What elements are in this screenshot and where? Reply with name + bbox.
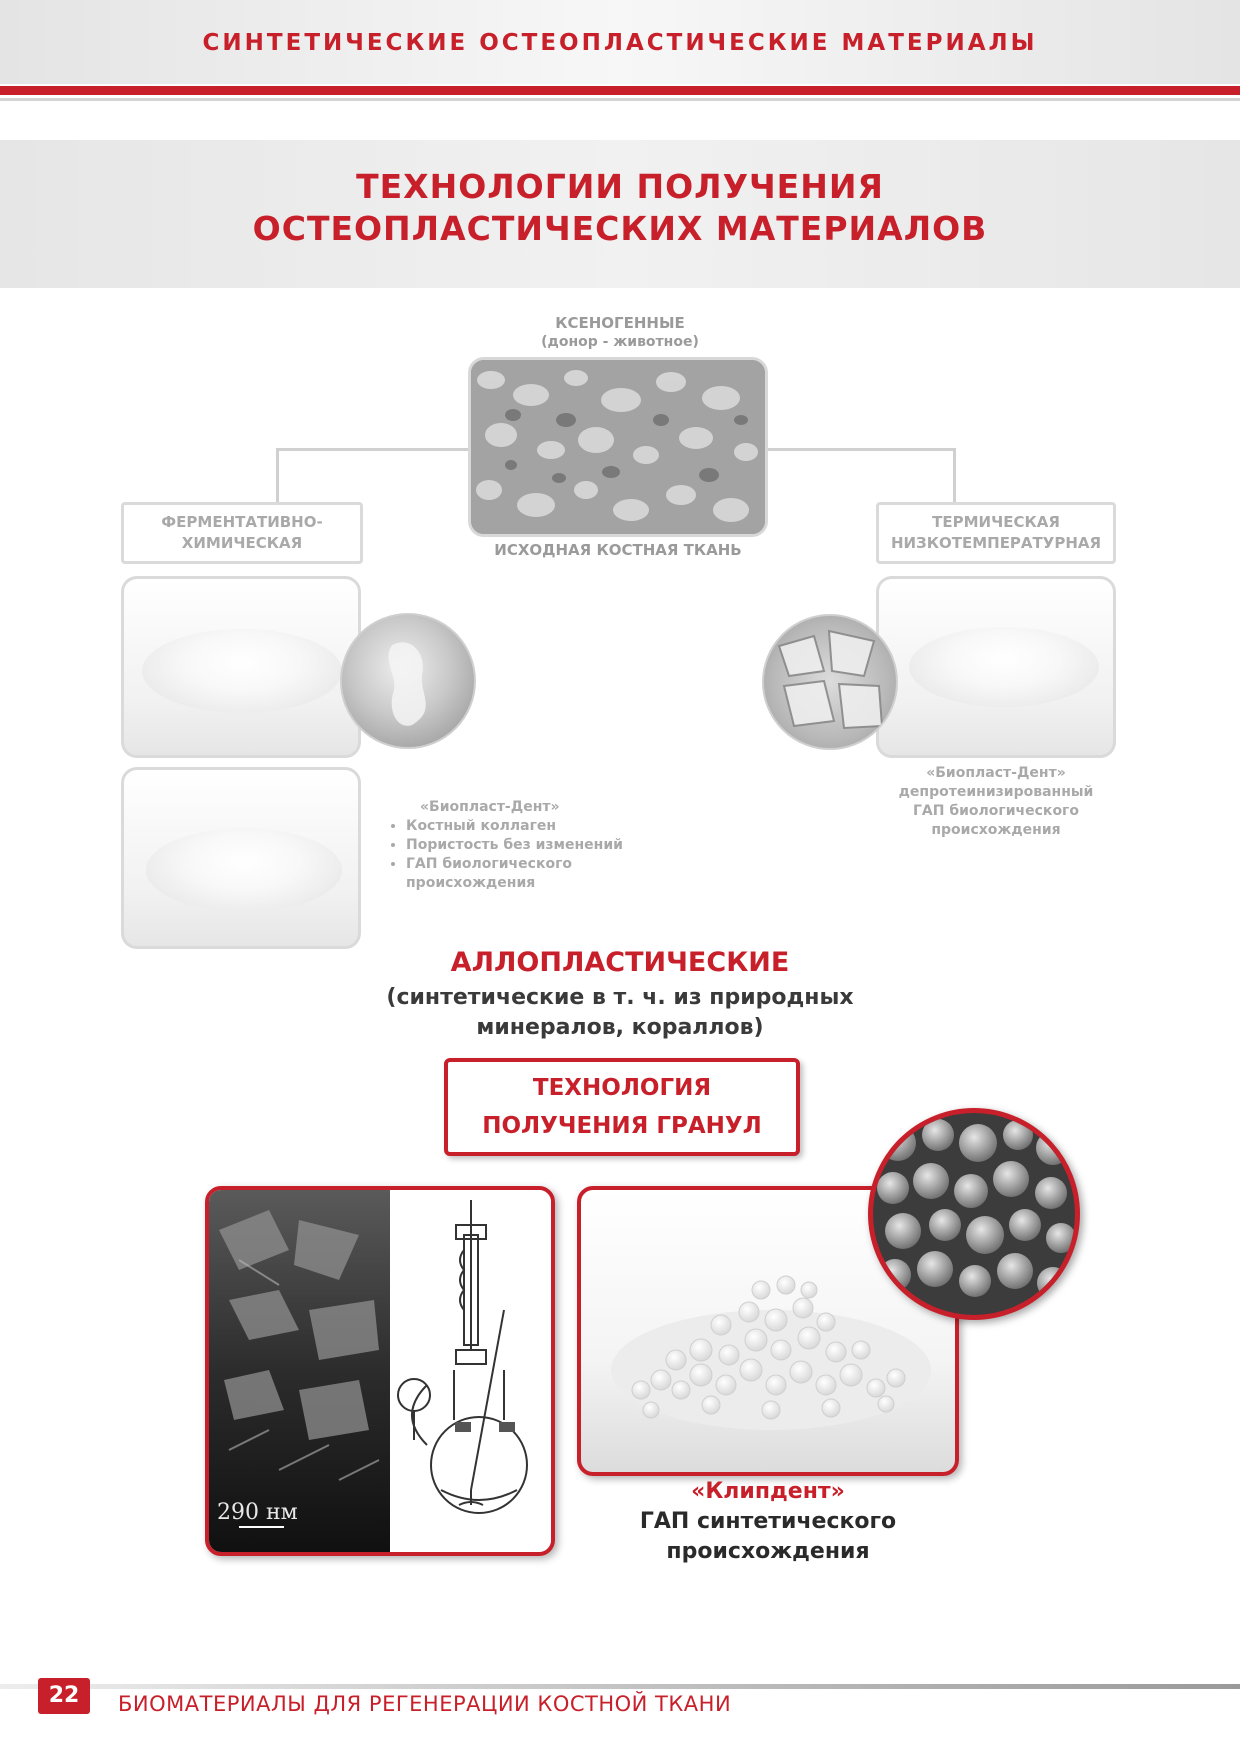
right-micro-circle xyxy=(762,614,898,750)
right-product-info xyxy=(860,764,1132,840)
page-title-line1: ТЕХНОЛОГИИ ПОЛУЧЕНИЯ xyxy=(356,167,884,206)
granule-technology-box xyxy=(444,1058,800,1156)
tree-line-right-drop xyxy=(953,448,956,504)
powder-pile-3 xyxy=(909,627,1099,707)
left-micro-texture xyxy=(342,615,476,749)
granules-micro-circle xyxy=(868,1108,1080,1320)
right-product-line4: происхождения xyxy=(931,822,1061,838)
bone-tissue-caption: ИСХОДНАЯ КОСТНАЯ ТКАНЬ xyxy=(494,541,742,559)
synthesis-image-frame xyxy=(205,1186,555,1556)
left-product-name: «Биопласт-Дент» xyxy=(420,799,560,815)
allo-subheading xyxy=(300,983,940,1043)
allo-sub-line2: минералов, кораллов) xyxy=(476,1015,764,1040)
scale-bar-label: 290 нм xyxy=(217,1500,298,1525)
right-product-line3: ГАП биологического xyxy=(912,803,1079,819)
feature-item: • ГАП биологического происхождения xyxy=(406,855,680,893)
method-thermal-low-temp xyxy=(876,502,1116,564)
right-micro-texture xyxy=(764,616,898,750)
page-title-line2: ОСТЕОПЛАСТИЧЕСКИХ МАТЕРИАЛОВ xyxy=(252,209,988,248)
granules-micro-texture xyxy=(873,1113,1075,1315)
method-enzymatic-line2: ХИМИЧЕСКАЯ xyxy=(181,534,303,552)
synthesis-illustration xyxy=(209,1190,551,1552)
method-enzymatic-chemical xyxy=(121,502,363,564)
left-product-features xyxy=(380,817,680,893)
header-grey-rule xyxy=(0,98,1240,101)
section-title: СИНТЕТИЧЕСКИЕ ОСТЕОПЛАСТИЧЕСКИЕ МАТЕРИАЛЫ xyxy=(202,30,1038,56)
method-thermal-line1: ТЕРМИЧЕСКАЯ xyxy=(932,513,1060,531)
left-product-photo-1 xyxy=(121,576,361,758)
method-enzymatic-line1: ФЕРМЕНТАТИВНО- xyxy=(161,513,323,531)
left-micro-circle xyxy=(340,613,476,749)
scale-bar xyxy=(239,1526,284,1528)
left-product-info xyxy=(380,798,680,893)
tech-line2: ПОЛУЧЕНИЯ ГРАНУЛ xyxy=(482,1113,762,1139)
klipdent-line2: ГАП синтетического xyxy=(639,1509,897,1534)
method-thermal-line2: НИЗКОТЕМПЕРАТУРНАЯ xyxy=(890,534,1102,552)
footer-rule xyxy=(0,1684,1240,1689)
klipdent-name: «Клипдент» xyxy=(691,1479,845,1504)
powder-pile-1 xyxy=(142,629,342,713)
feature-item: • Костный коллаген xyxy=(406,817,680,836)
bone-tissue-texture xyxy=(471,360,765,534)
left-product-photo-2 xyxy=(121,767,361,949)
allo-sub-line1: (синтетические в т. ч. из природных xyxy=(386,985,854,1010)
xeno-subheading: (донор - животное) xyxy=(541,334,699,350)
tree-line-left xyxy=(276,448,472,451)
tree-line-right xyxy=(765,448,955,451)
powder-pile-2 xyxy=(146,828,342,912)
klipdent-line3: происхождения xyxy=(666,1539,870,1564)
bone-tissue-image xyxy=(468,357,768,537)
right-product-name: «Биопласт-Дент» xyxy=(926,765,1066,781)
page-title xyxy=(0,166,1240,250)
right-product-line2: депротеинизированный xyxy=(898,784,1094,800)
page-number: 22 xyxy=(38,1678,90,1714)
allo-heading: АЛЛОПЛАСТИЧЕСКИЕ xyxy=(450,947,790,978)
tech-line1: ТЕХНОЛОГИЯ xyxy=(532,1075,712,1101)
klipdent-description xyxy=(577,1507,959,1567)
xeno-heading: КСЕНОГЕННЫЕ xyxy=(555,314,685,332)
right-product-photo xyxy=(876,576,1116,758)
footer-book-title: БИОМАТЕРИАЛЫ ДЛЯ РЕГЕНЕРАЦИИ КОСТНОЙ ТКАНИ xyxy=(118,1692,732,1716)
feature-item: • Пористость без изменений xyxy=(406,836,680,855)
header-red-rule xyxy=(0,86,1240,95)
tree-line-left-drop xyxy=(276,448,279,504)
